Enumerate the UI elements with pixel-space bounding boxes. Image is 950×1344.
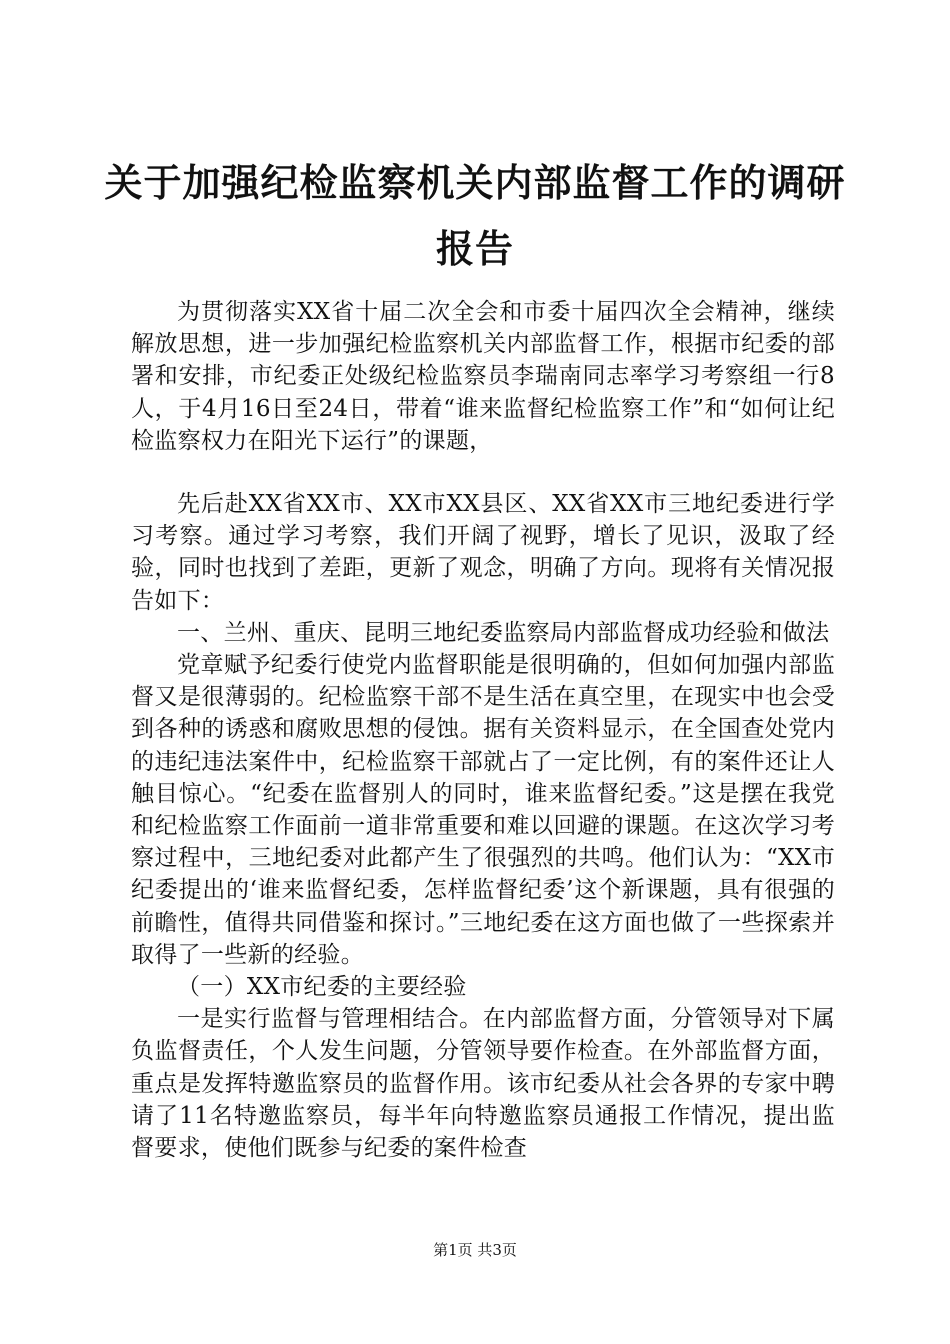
paragraph-experience-1: 一是实行监督与管理相结合。在内部监督方面，分管领导对下属负监督责任，个人发生问题，分管领导要作检查。在外部监督方面，重点是发挥特邀监察员的监督作用。该市纪委从社会各界的专家中聘请了11名特邀监察员，每半年向特邀监察员通报工作情况，提出监督要求，使他们既参与纪委的案件检查 (131, 1006, 835, 1162)
section-heading-1: 一、兰州、重庆、昆明三地纪委监察局内部监督成功经验和做法 (177, 619, 830, 646)
document-title: 关于加强纪检监察机关内部监督工作的调研报告 (104, 161, 846, 271)
subsection-heading-1: （一）XX市纪委的主要经验 (177, 974, 467, 1001)
paragraph-visit: 先后赴XX省XX市、XX市XX县区、XX省XX市三地纪委进行学习考察。通过学习考察，我们开阔了视野，增长了见识，汲取了经验，同时也找到了差距，更新了观念，明确了方向。现将有关情况报告如下： (131, 491, 835, 614)
intro-paragraph: 为贯彻落实XX省十届二次全会和市委十届四次全会精神，继续解放思想，进一步加强纪检监察机关内部监督工作，根据市纪委的部署和安排，市纪委正处级纪检监察员李瑞南同志率学习考察组一行8人，于4月16日至24日，带着“谁来监督纪检监察工作”和“如何让纪检监察权力在阳光下运行”的课题， (131, 299, 835, 454)
page-footer: 第1页 共3页 (433, 1241, 517, 1259)
intro-block (131, 296, 835, 457)
paragraph-supervision: 党章赋予纪委行使党内监督职能是很明确的，但如何加强内部监督又是很薄弱的。纪检监察干部不是生活在真空里，在现实中也会受到各种的诱惑和腐败思想的侵蚀。据有关资料显示，在全国查处党内的违纪违法案件中，纪检监察干部就占了一定比例，有的案件还让人触目惊心。“纪委在监督别人的同时，谁来监督纪委。”这是摆在我党和纪检监察工作面前一道非常重要和难以回避的课题。在这次学习考察过程中，三地纪委对此都产生了很强烈的共鸣。他们认为：“XX市纪委提出的‘谁来监督纪委，怎样监督纪委’这个新课题，具有很强的前瞻性，值得共同借鉴和探讨。”三地纪委在这方面也做了一些探索并取得了一些新的经验。 (131, 652, 835, 968)
body-text (131, 488, 835, 1164)
